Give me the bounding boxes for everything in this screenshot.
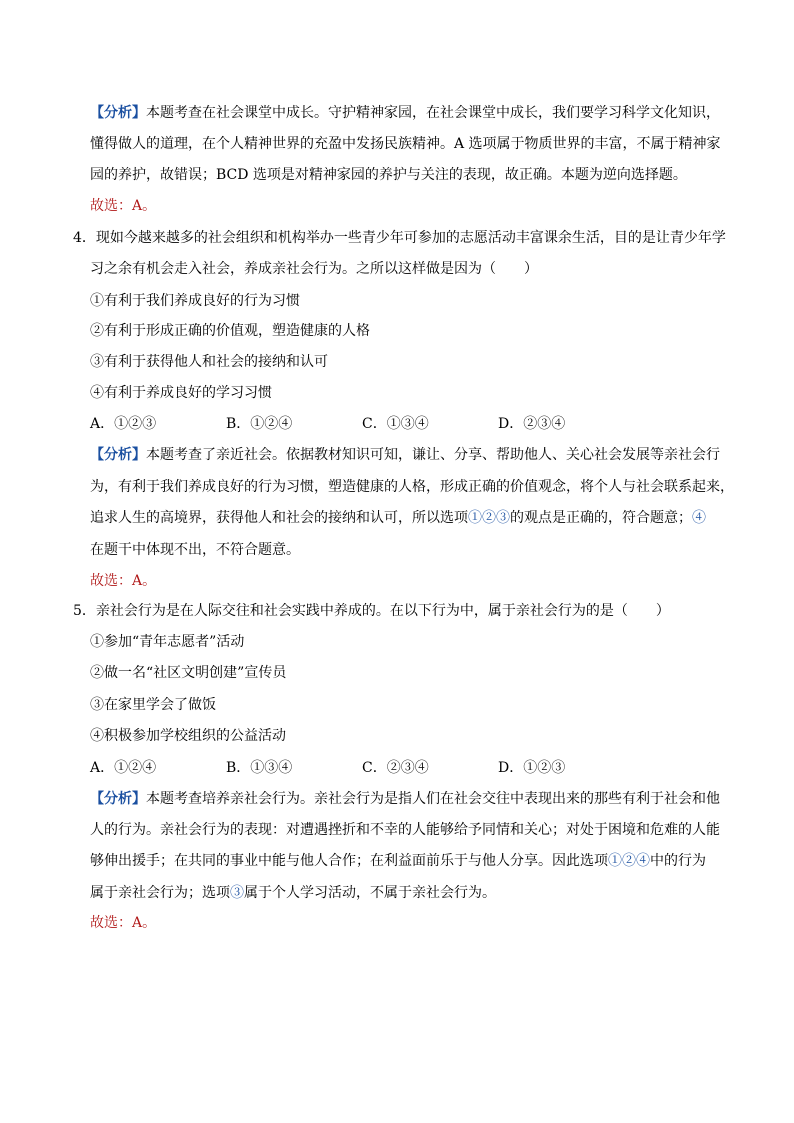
q4-stem-line-1: 4．现如今越来越多的社会组织和机构举办一些青少年可参加的志愿活动丰富课余生活，目的是让青少年学 — [73, 230, 726, 246]
q5-options — [90, 758, 740, 778]
q5-stem-line-1: 5．亲社会行为是在人际交往和社会实践中养成的。在以下行为中，属于亲社会行为的是（ ） — [73, 603, 670, 619]
q4-item-2: ②有利于形成正确的价值观，塑造健康的人格 — [90, 323, 370, 339]
q4-analysis-line-1: 【分析】本题考查了亲近社会。依据教材知识可知，谦让、分享、帮助他人、关心社会发展等亲社会行 — [90, 447, 720, 463]
q4-stem-line-2: 习之余有机会走入社会，养成亲社会行为。之所以这样做是因为（ ） — [90, 261, 538, 277]
q5-answer: 故选：A。 — [90, 915, 157, 931]
q3-analysis-line-3: 园的养护，故错误；BCD 选项是对精神家园的养护与关注的表现，故正确。本题为逆向选择题。 — [90, 167, 687, 183]
q4-option-d: D．②③④ — [498, 416, 566, 432]
analysis-tag: 【分析】 — [90, 791, 146, 807]
q4-item-3: ③有利于获得他人和社会的接纳和认可 — [90, 354, 328, 370]
q5-analysis-line-4: 属于亲社会行为；选项③属于个人学习活动，不属于亲社会行为。 — [90, 885, 496, 901]
q5-item-3: ③在家里学会了做饭 — [90, 697, 216, 713]
q4-options — [90, 414, 740, 434]
q4-option-b: B．①②④ — [226, 416, 293, 432]
q5-item-1: ①参加“青年志愿者”活动 — [90, 634, 245, 650]
q3-analysis-line-1: 【分析】本题考查在社会课堂中成长。守护精神家园，在社会课堂中成长，我们要学习科学文化知识， — [90, 105, 720, 121]
q5-option-b: B．①③④ — [226, 760, 293, 776]
analysis-tag: 【分析】 — [90, 447, 146, 463]
q4-analysis-line-3: 追求人生的高境界，获得他人和社会的接纳和认可，所以选项①②③的观点是正确的，符合题意；④ — [90, 510, 706, 526]
q5-option-a: A．①②④ — [90, 760, 157, 776]
q5-option-d: D．①②③ — [498, 760, 566, 776]
q5-item-2: ②做一名“社区文明创建”宣传员 — [90, 665, 287, 681]
q4-option-a: A．①②③ — [90, 416, 157, 432]
q4-option-c: C．①③④ — [362, 416, 429, 432]
circled-numbers: ①②④ — [608, 853, 650, 869]
q5-analysis-line-3: 够伸出援手；在共同的事业中能与他人合作；在利益面前乐于与他人分享。因此选项①②④中的行为 — [90, 853, 706, 869]
q4-item-4: ④有利于养成良好的学习习惯 — [90, 385, 272, 401]
q4-item-1: ①有利于我们养成良好的行为习惯 — [90, 293, 300, 309]
circled-numbers: ①②③ — [468, 510, 510, 526]
q4-analysis-line-2: 为，有利于我们养成良好的行为习惯，塑造健康的人格，形成正确的价值观念，将个人与社会联系起来， — [90, 479, 734, 495]
q5-item-4: ④积极参加学校组织的公益活动 — [90, 728, 286, 744]
q5-option-c: C．②③④ — [362, 760, 429, 776]
q4-answer: 故选：A。 — [90, 573, 157, 589]
circled-number: ③ — [230, 885, 244, 901]
q5-analysis-line-2: 人的行为。亲社会行为的表现：对遭遇挫折和不幸的人能够给予同情和关心；对处于困境和危难的人能 — [90, 822, 720, 838]
analysis-tag: 【分析】 — [90, 105, 146, 121]
q5-analysis-line-1: 【分析】本题考查培养亲社会行为。亲社会行为是指人们在社会交往中表现出来的那些有利于社会和他 — [90, 791, 720, 807]
q3-analysis-line-2: 懂得做人的道理，在个人精神世界的充盈中发扬民族精神。A 选项属于物质世界的丰富，不属于精神家 — [90, 136, 721, 152]
q3-answer: 故选：A。 — [90, 198, 157, 214]
circled-number: ④ — [692, 510, 706, 526]
q4-analysis-line-4: 在题干中体现不出，不符合题意。 — [90, 542, 300, 558]
